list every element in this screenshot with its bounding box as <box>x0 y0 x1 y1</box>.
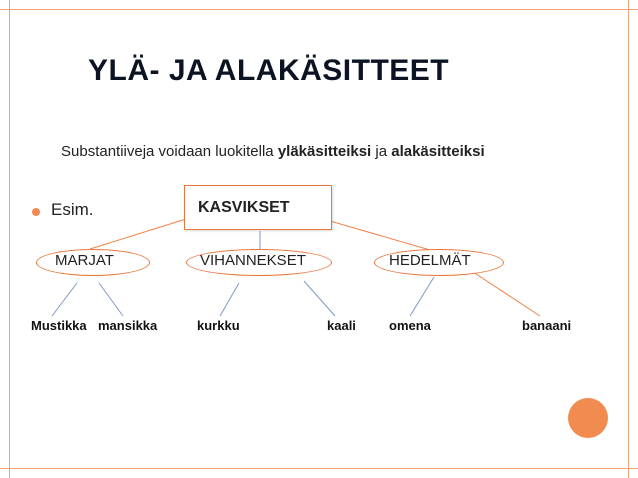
subtitle-term-upper: yläkäsitteiksi <box>277 143 372 160</box>
connector-hedelmat-banaani <box>470 270 540 316</box>
connector-root-marjat <box>90 219 186 249</box>
category-label-hedelmat: HEDELMÄT <box>389 252 471 269</box>
connector-root-hedelmat <box>330 221 430 250</box>
leaf-kurkku: kurkku <box>197 318 240 333</box>
slide-title: YLÄ- JA ALAKÄSITTEET <box>88 54 450 87</box>
decorative-circle-icon <box>568 398 608 438</box>
connector-marjat-mustikka <box>52 283 77 316</box>
bullet-text: Esim. <box>51 200 94 219</box>
root-node-label: KASVIKSET <box>198 199 290 216</box>
connector-hedelmat-omena <box>410 277 434 316</box>
subtitle-text-middle: ja <box>371 143 392 160</box>
subtitle-text-before: Substantiiveja voidaan luokitella <box>61 143 278 160</box>
leaf-mansikka: mansikka <box>98 318 158 333</box>
subtitle-term-lower: alakäsitteiksi <box>391 143 485 160</box>
connector-marjat-mansikka <box>99 283 123 316</box>
leaf-mustikka: Mustikka <box>31 318 87 333</box>
category-label-marjat: MARJAT <box>55 252 114 269</box>
leaf-banaani: banaani <box>522 318 572 333</box>
connector-vihannekset-kaali <box>304 281 335 316</box>
connector-vihannekset-kurkku <box>220 283 239 316</box>
category-label-vihannekset: VIHANNEKSET <box>200 252 306 269</box>
leaf-omena: omena <box>389 318 431 333</box>
leaf-kaali: kaali <box>327 318 356 333</box>
